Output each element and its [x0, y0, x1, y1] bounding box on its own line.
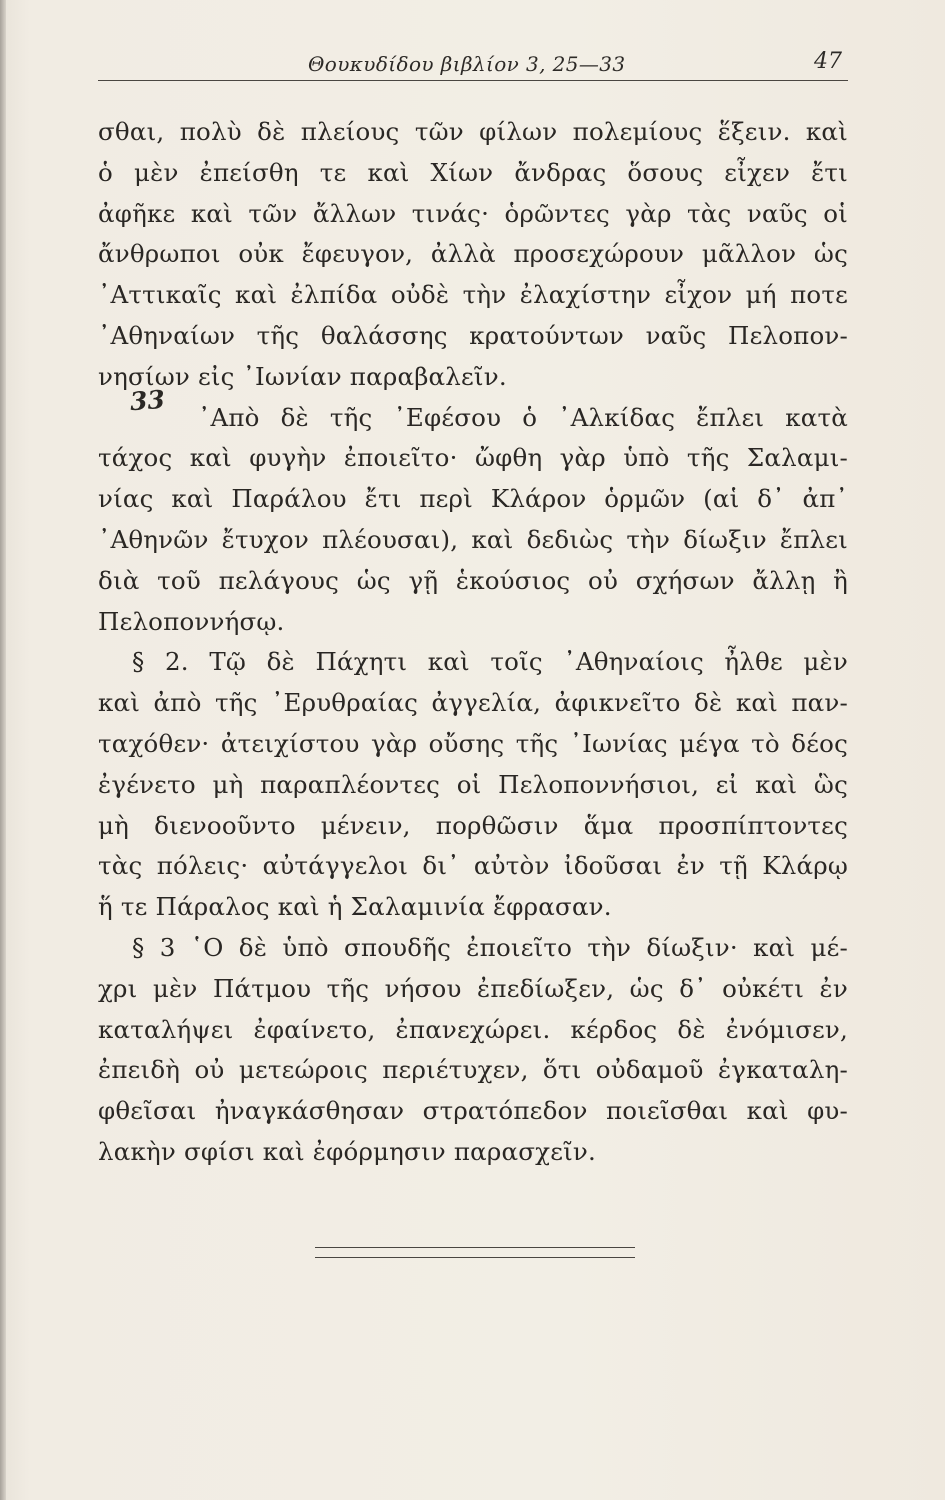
text-line: Πελοποννήσῳ. — [98, 606, 285, 636]
text-line: καταλήψει ἐφαίνετο, ἐπανεχώρει. κέρδος δὲ ἐνόμισεν, — [98, 1014, 848, 1044]
text-line: § 3 ῾Ο δὲ ὑπὸ σπουδῆς ἐποιεῖτο τὴν δίωξιν· καὶ μέ- — [132, 932, 848, 962]
text-line: ᾿Αθηναίων τῆς θαλάσσης κρατούντων ναῦς Πελοπον- — [98, 320, 848, 350]
text-line: ἀφῆκε καὶ τῶν ἄλλων τινάς· ὁρῶντες γὰρ τὰς ναῦς οἱ — [98, 198, 848, 228]
text-line: μὴ διενοοῦντο μένειν, πορθῶσιν ἅμα προσπίπτοντες — [98, 810, 848, 840]
text-line: ᾿Αττικαῖς καὶ ἐλπίδα οὐδὲ τὴν ἐλαχίστην εἶχον μή ποτε — [98, 280, 848, 310]
text-line: τάχος καὶ φυγὴν ἐποιεῖτο· ὤφθη γὰρ ὑπὸ τῆς Σαλαμι- — [98, 443, 848, 473]
text-line: νίας καὶ Παράλου ἔτι περὶ Κλάρον ὁρμῶν (αἱ δ᾿ ἀπ᾿ — [98, 484, 848, 514]
text-line: ἥ τε Πάραλος καὶ ἡ Σαλαμινία ἔφρασαν. — [98, 892, 612, 922]
text-line: καὶ ἀπὸ τῆς ᾿Ερυθραίας ἀγγελία, ἀφικνεῖτο δὲ καὶ παν- — [98, 688, 848, 718]
text-line: διὰ τοῦ πελάγους ὡς γῇ ἑκούσιος οὐ σχήσων ἄλλῃ ἢ — [98, 565, 848, 595]
text-line: τὰς πόλεις· αὐτάγγελοι δι᾿ αὐτὸν ἰδοῦσαι ἐν τῇ Κλάρῳ — [98, 851, 848, 881]
page-header — [98, 46, 848, 81]
text-line: ἄνθρωποι οὐκ ἔφευγον, ἀλλὰ προσεχώρουν μᾶλλον ὡς — [98, 239, 848, 269]
text-line: ἐπειδὴ οὐ μετεώροις περιέτυχεν, ὅτι οὐδαμοῦ ἐγκαταλη- — [98, 1055, 848, 1085]
greek-text-block — [98, 112, 848, 1173]
text-line: φθεῖσαι ἠναγκάσθησαν στρατόπεδον ποιεῖσθαι καὶ φυ- — [98, 1096, 848, 1126]
running-head: Θουκυδίδου βιβλίον 3, 25—33 — [308, 52, 626, 76]
text-line: ᾿Αθηνῶν ἔτυχον πλέουσαι), καὶ δεδιὼς τὴν δίωξιν ἔπλει — [98, 524, 848, 554]
page-gutter-shadow — [0, 0, 6, 1500]
chapter-number: 33 — [129, 384, 166, 417]
text-line: ᾿Απὸ δὲ τῆς ᾿Εφέσου ὁ ᾿Αλκίδας ἔπλει κατὰ — [198, 402, 848, 432]
text-line: ὁ μὲν ἐπείσθη τε καὶ Χίων ἄνδρας ὅσους εἶχεν ἔτι — [98, 157, 848, 187]
end-double-rule — [315, 1247, 635, 1258]
text-line: ταχόθεν· ἀτειχίστου γὰρ οὔσης τῆς ᾿Ιωνίας μέγα τὸ δέος — [98, 728, 848, 758]
text-line: § 2. Τῷ δὲ Πάχητι καὶ τοῖς ᾿Αθηναίοις ἦλθε μὲν — [132, 647, 848, 677]
text-line: λακὴν σφίσι καὶ ἐφόρμησιν παρασχεῖν. — [98, 1136, 597, 1166]
text-line: χρι μὲν Πάτμου τῆς νήσου ἐπεδίωξεν, ὡς δ᾿ οὐκέτι ἐν — [98, 973, 848, 1003]
text-line: σθαι, πολὺ δὲ πλείους τῶν φίλων πολεμίους ἕξειν. καὶ — [98, 117, 848, 146]
text-line: ἐγένετο μὴ παραπλέοντες οἱ Πελοποννήσιοι, εἰ καὶ ὣς — [98, 769, 848, 799]
text-line: νησίων εἰς ᾿Ιωνίαν παραβαλεῖν. — [98, 361, 507, 391]
page-number: 47 — [814, 49, 842, 74]
